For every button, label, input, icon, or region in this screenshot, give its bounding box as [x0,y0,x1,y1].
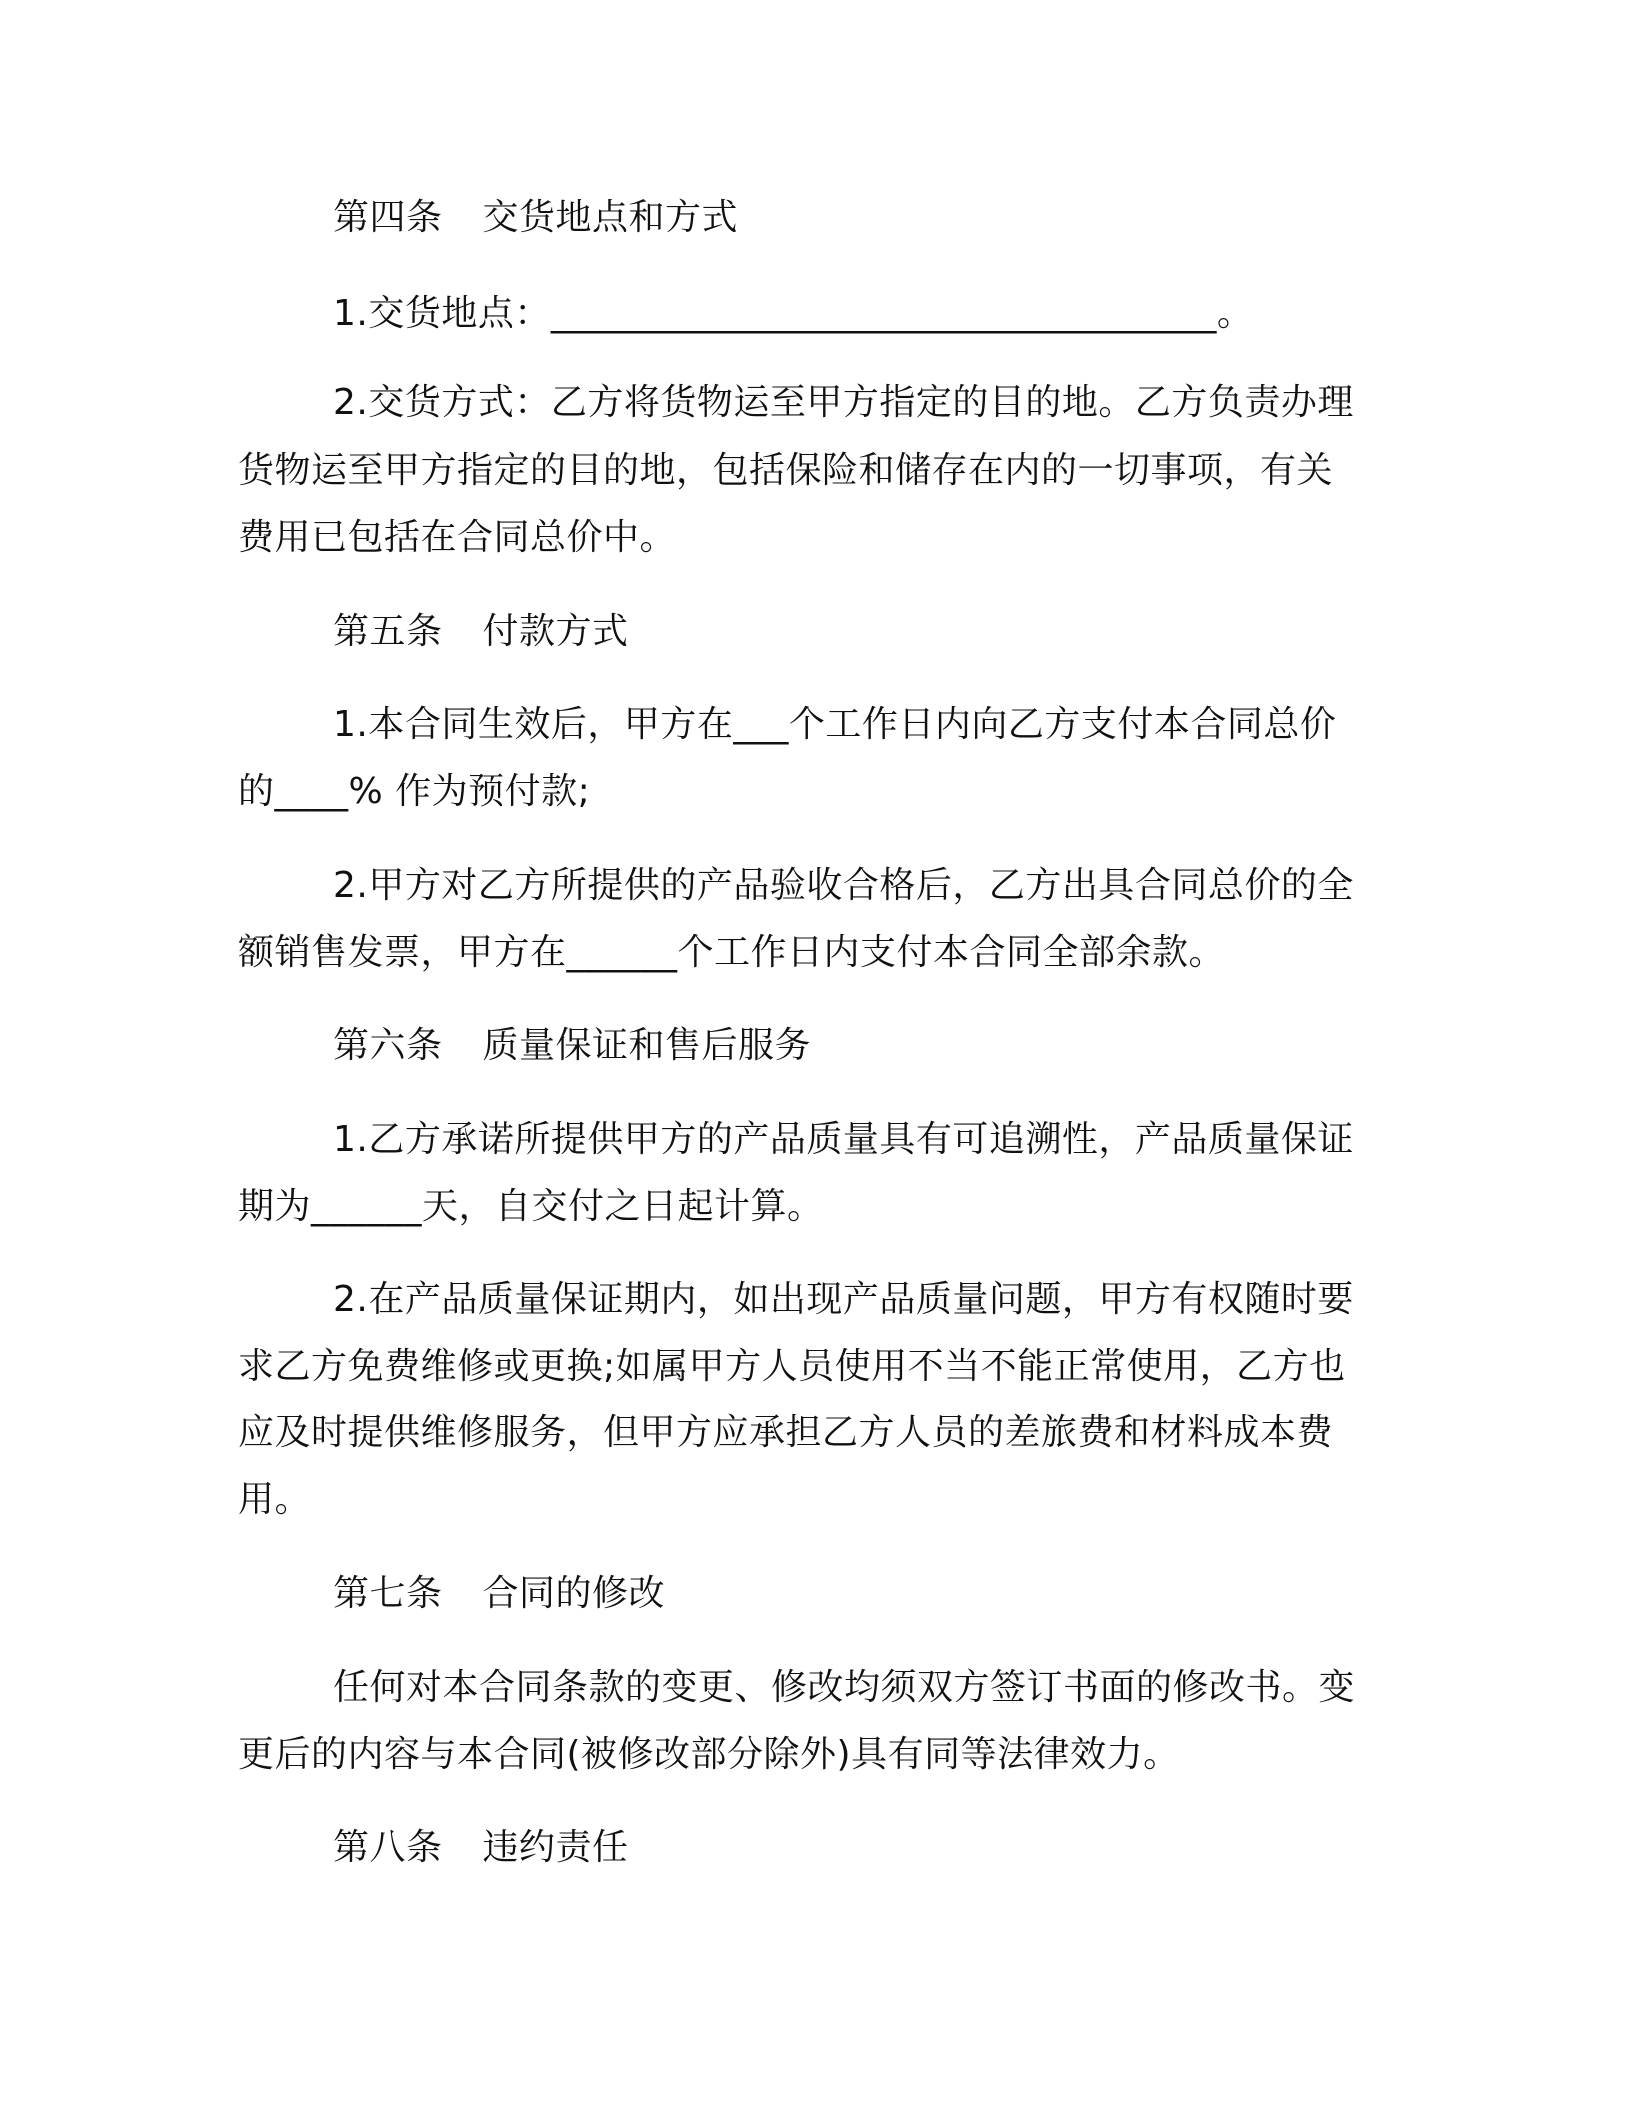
section-number: 第六条 [333,1025,443,1066]
section-title: 合同的修改 [482,1573,666,1614]
section-number: 第七条 [333,1573,443,1614]
paragraph-line: 2.交货方式：乙方将货物运至甲方指定的目的地。乙方负责办理 [333,382,1354,423]
paragraph-line: 1.本合同生效后，甲方在___个工作日内向乙方支付本合同总价 [333,704,1337,745]
paragraph-line: 用。 [238,1479,312,1520]
section-title: 交货地点和方式 [482,197,739,238]
section-heading [333,194,738,242]
paragraph-line: 费用已包括在合同总价中。 [238,517,677,558]
paragraph-line: 更后的内容与本合同(被修改部分除外)具有同等法律效力。 [238,1734,1180,1775]
paragraph-line: 任何对本合同条款的变更、修改均须双方签订书面的修改书。变 [333,1667,1356,1708]
section-heading [333,1824,629,1872]
paragraph-line: 应及时提供维修服务，但甲方应承担乙方人员的差旅费和材料成本费 [238,1412,1334,1453]
paragraph-line: 期为______天，自交付之日起计算。 [238,1186,824,1227]
paragraph-line: 1.交货地点：____________________________________。 [333,293,1254,334]
section-title: 付款方式 [482,611,629,652]
paragraph-line: 2.甲方对乙方所提供的产品验收合格后，乙方出具合同总价的全 [333,865,1354,906]
section-number: 第八条 [333,1827,443,1868]
section-number: 第四条 [333,197,443,238]
section-heading [333,1570,665,1618]
paragraph-line: 2.在产品质量保证期内，如出现产品质量问题，甲方有权随时要 [333,1279,1354,1320]
paragraph-line: 求乙方免费维修或更换;如属甲方人员使用不当不能正常使用，乙方也 [238,1346,1346,1387]
paragraph-line: 的____% 作为预付款; [238,771,591,812]
section-heading [333,608,629,656]
section-number: 第五条 [333,611,443,652]
paragraph-line: 货物运至甲方指定的目的地，包括保险和储存在内的一切事项，有关 [238,450,1334,491]
section-title: 质量保证和售后服务 [482,1025,812,1066]
section-heading [333,1022,811,1070]
section-title: 违约责任 [482,1827,629,1868]
paragraph-line: 1.乙方承诺所提供甲方的产品质量具有可追溯性，产品质量保证 [333,1119,1354,1160]
paragraph-line: 额销售发票，甲方在______个工作日内支付本合同全部余款。 [238,932,1226,973]
